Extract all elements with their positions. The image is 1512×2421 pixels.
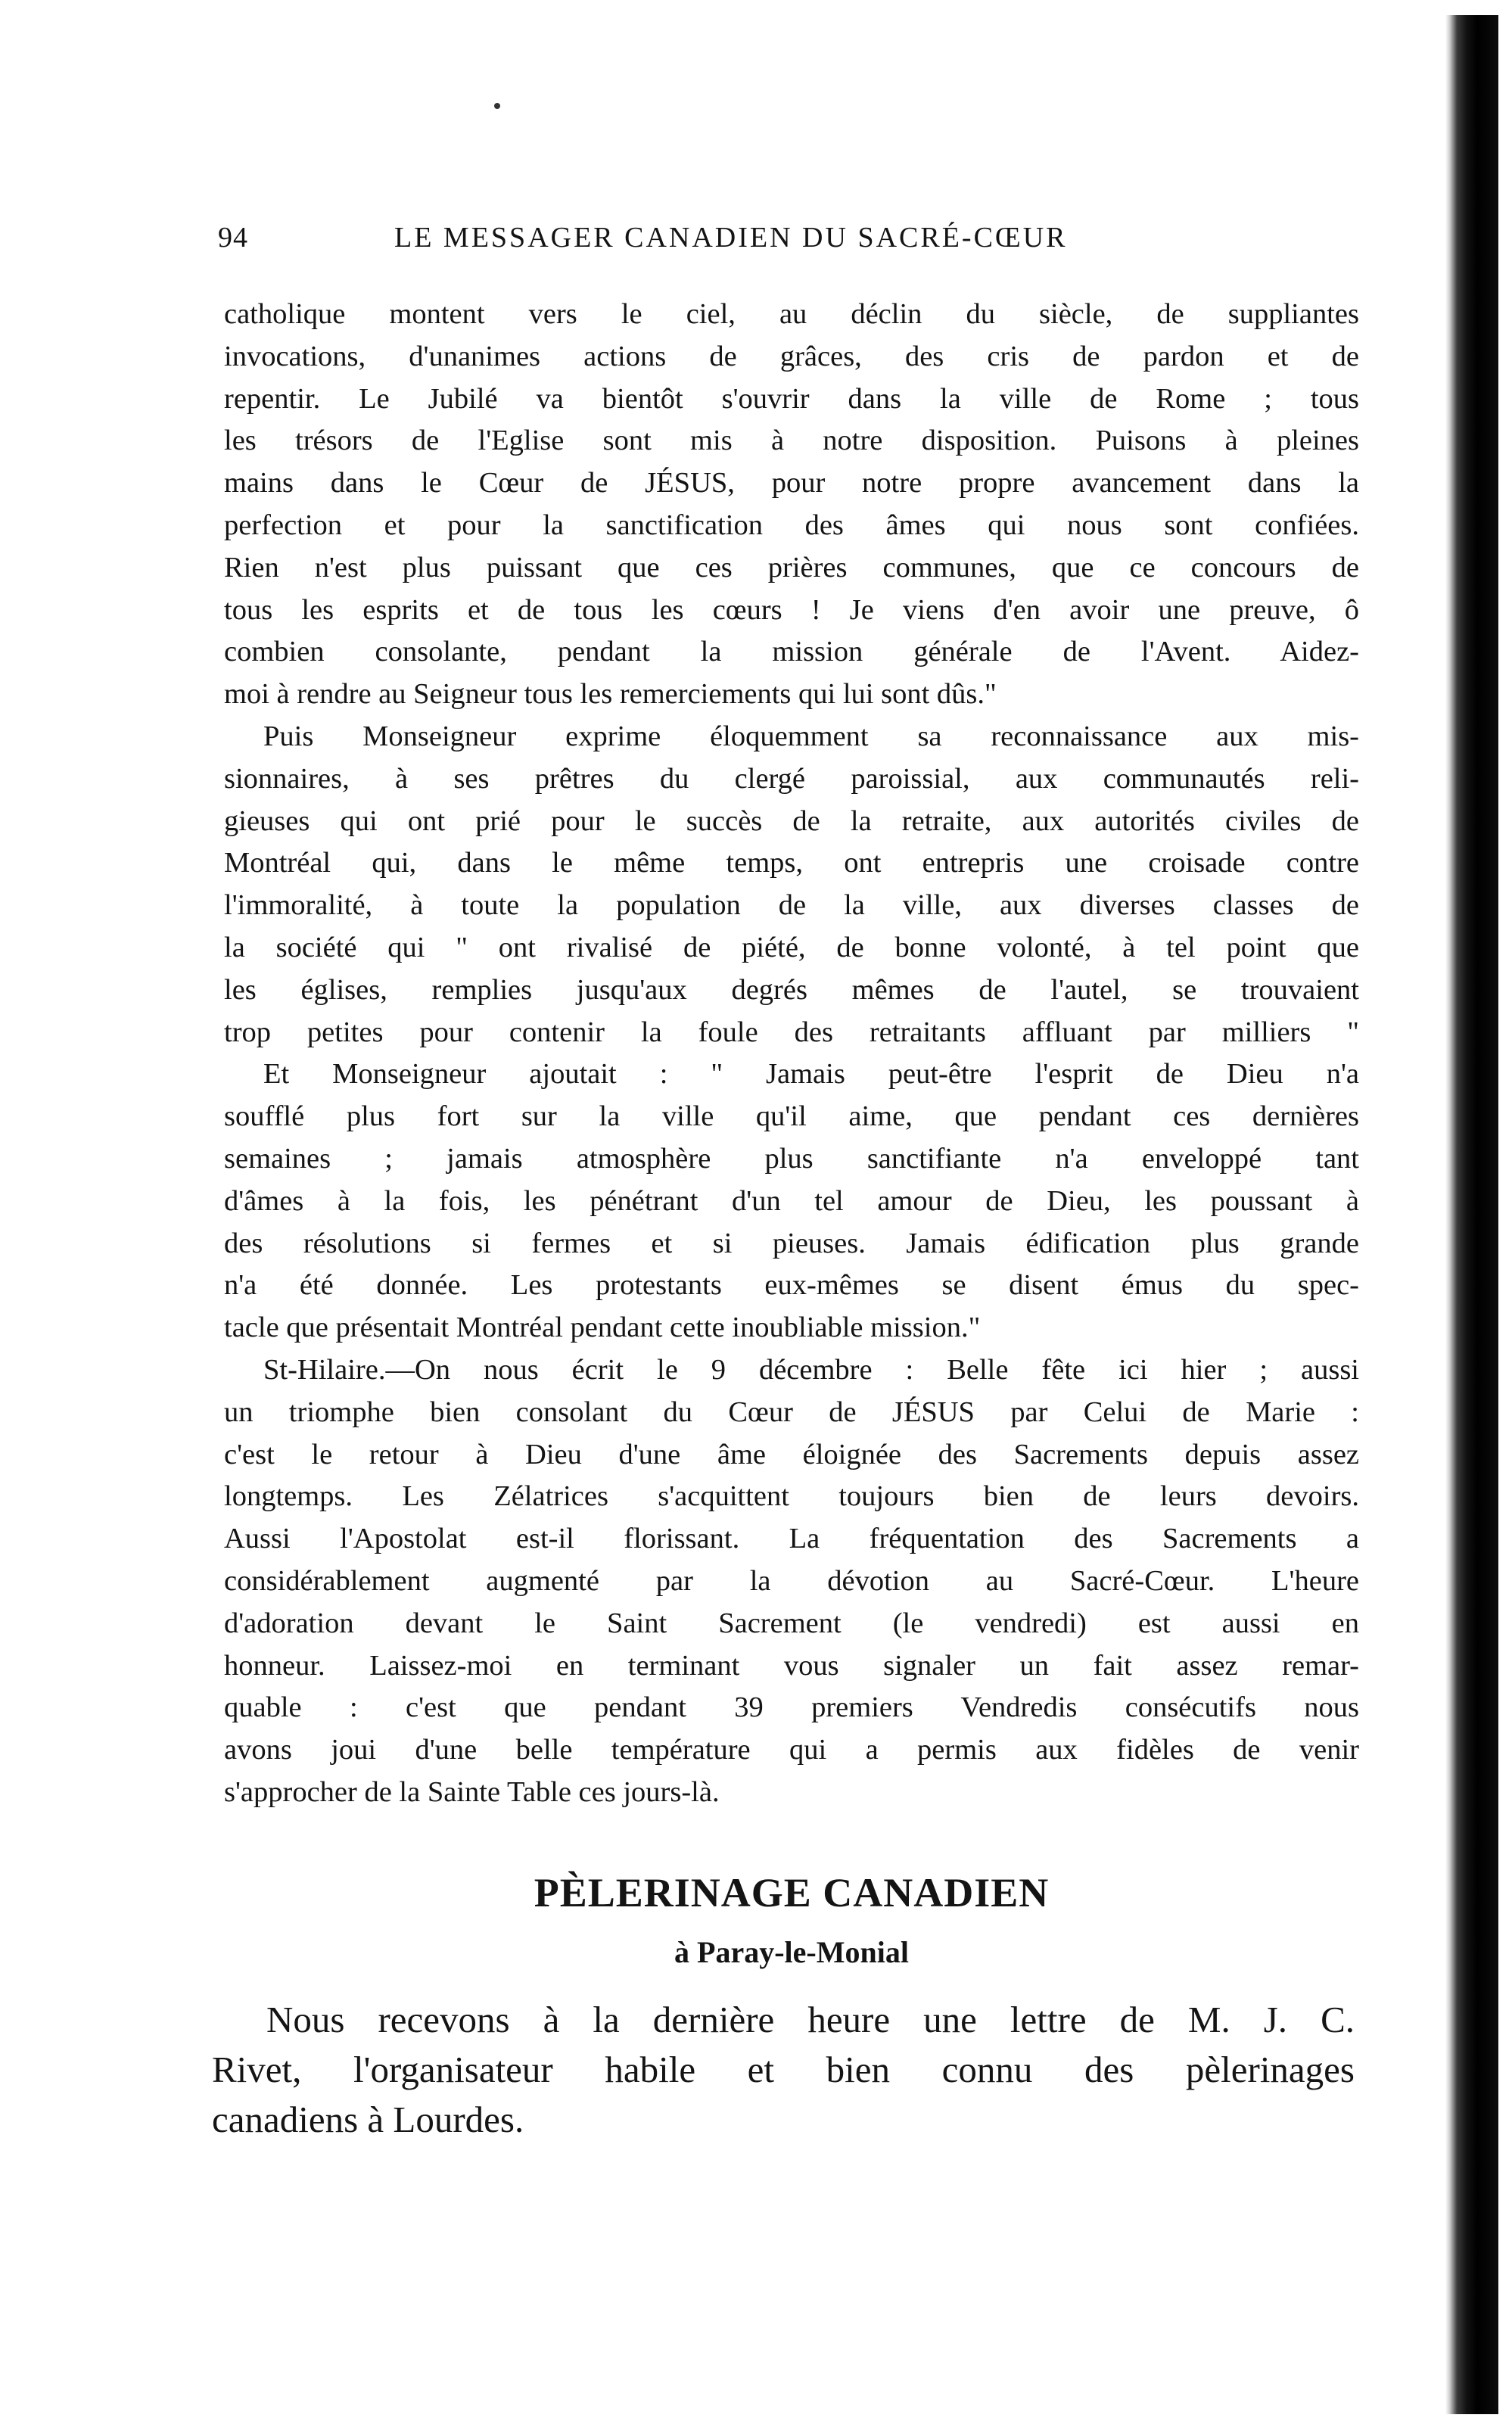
page-edge-shadow [1445,15,1498,2414]
text-line: d'âmes à la fois, les pénétrant d'un tel amour de Dieu, les poussant à [224,1184,1359,1217]
text-line: Et Monseigneur ajoutait : " Jamais peut-être l'esprit de Dieu n'a [263,1058,1359,1091]
text-line: les églises, remplies jusqu'aux degrés mêmes de l'autel, se trouvaient [224,973,1359,1006]
text-line: repentir. Le Jubilé va bientôt s'ouvrir dans la ville de Rome ; tous [224,382,1359,415]
running-title: LE MESSAGER CANADIEN DU SACRÉ-CŒUR [394,222,1068,254]
text-line: d'adoration devant le Saint Sacrement (le vendredi) est aussi en [224,1607,1359,1639]
speck-mark [494,103,500,109]
body-text [224,294,1359,1814]
section-subtitle: à Paray-le-Monial [674,1935,909,1969]
page-header [218,221,1368,259]
text-line: St-Hilaire.—On nous écrit le 9 décembre : Belle fête ici hier ; aussi [263,1353,1359,1386]
text-line: l'immoralité, à toute la population de la ville, aux diverses classes de [224,889,1359,922]
text-line: Montréal qui, dans le même temps, ont entrepris une croisade contre [224,847,1359,879]
text-line: soufflé plus fort sur la ville qu'il aime, que pendant ces dernières [224,1100,1359,1133]
text-line: catholique montent vers le ciel, au déclin du siècle, de suppliantes [224,298,1359,330]
text-line: des résolutions si fermes et si pieuses. Jamais édification plus grande [224,1227,1359,1259]
text-line: s'approcher de la Sainte Table ces jours-là. [224,1775,720,1808]
text-line: Rien n'est plus puissant que ces prières communes, que ce concours de [224,551,1359,583]
text-line: mains dans le Cœur de JÉSUS, pour notre propre avancement dans la [224,467,1359,499]
announcement-text [212,1995,1355,2145]
text-line: un triomphe bien consolant du Cœur de JÉSUS par Celui de Marie : [224,1396,1359,1428]
text-line: invocations, d'unanimes actions de grâces, des cris de pardon et de [224,340,1359,372]
text-line: Puis Monseigneur exprime éloquemment sa reconnaissance aux mis- [263,720,1359,752]
text-line: considérablement augmenté par la dévotion au Sacré-Cœur. L'heure [224,1564,1359,1597]
announcement-line: Nous recevons à la dernière heure une lettre de M. J. C. [266,1999,1355,2040]
text-line: tacle que présentait Montréal pendant cette inoubliable mission." [224,1312,981,1344]
text-line: longtemps. Les Zélatrices s'acquittent toujours bien de leurs devoirs. [224,1480,1359,1513]
text-line: n'a été donnée. Les protestants eux-mêmes se disent émus du spec- [224,1269,1359,1302]
page-number: 94 [218,222,248,254]
text-line: c'est le retour à Dieu d'une âme éloignée des Sacrements depuis assez [224,1438,1359,1470]
text-line: trop petites pour contenir la foule des retraitants affluant par milliers " [224,1016,1359,1048]
text-line: la société qui " ont rivalisé de piété, de bonne volonté, à tel point que [224,931,1359,963]
announcement-line: Rivet, l'organisateur habile et bien connu des pèlerinages [212,2049,1355,2090]
text-line: combien consolante, pendant la mission générale de l'Avent. Aidez- [224,636,1359,668]
text-line: perfection et pour la sanctification des âmes qui nous sont confiées. [224,509,1359,541]
text-line: avons joui d'une belle température qui a permis aux fidèles de venir [224,1734,1359,1766]
text-line: tous les esprits et de tous les cœurs ! Je viens d'en avoir une preuve, ô [224,593,1359,626]
text-line: les trésors de l'Eglise sont mis à notre disposition. Puisons à pleines [224,425,1359,457]
text-line: semaines ; jamais atmosphère plus sanctifiante n'a enveloppé tant [224,1142,1359,1175]
text-line: gieuses qui ont prié pour le succès de la retraite, aux autorités civiles de [224,804,1359,837]
section-title: PÈLERINAGE CANADIEN [534,1870,1050,1915]
announcement-line: canadiens à Lourdes. [212,2099,524,2140]
text-line: honneur. Laissez-moi en terminant vous signaler un fait assez remar- [224,1649,1359,1682]
text-line: sionnaires, à ses prêtres du clergé paroissial, aux communautés reli- [224,762,1359,795]
text-line: quable : c'est que pendant 39 premiers Vendredis consécutifs nous [224,1691,1359,1724]
text-line: Aussi l'Apostolat est-il florissant. La fréquentation des Sacrements a [224,1523,1359,1555]
text-line: moi à rendre au Seigneur tous les remerciements qui lui sont dûs." [224,678,997,711]
